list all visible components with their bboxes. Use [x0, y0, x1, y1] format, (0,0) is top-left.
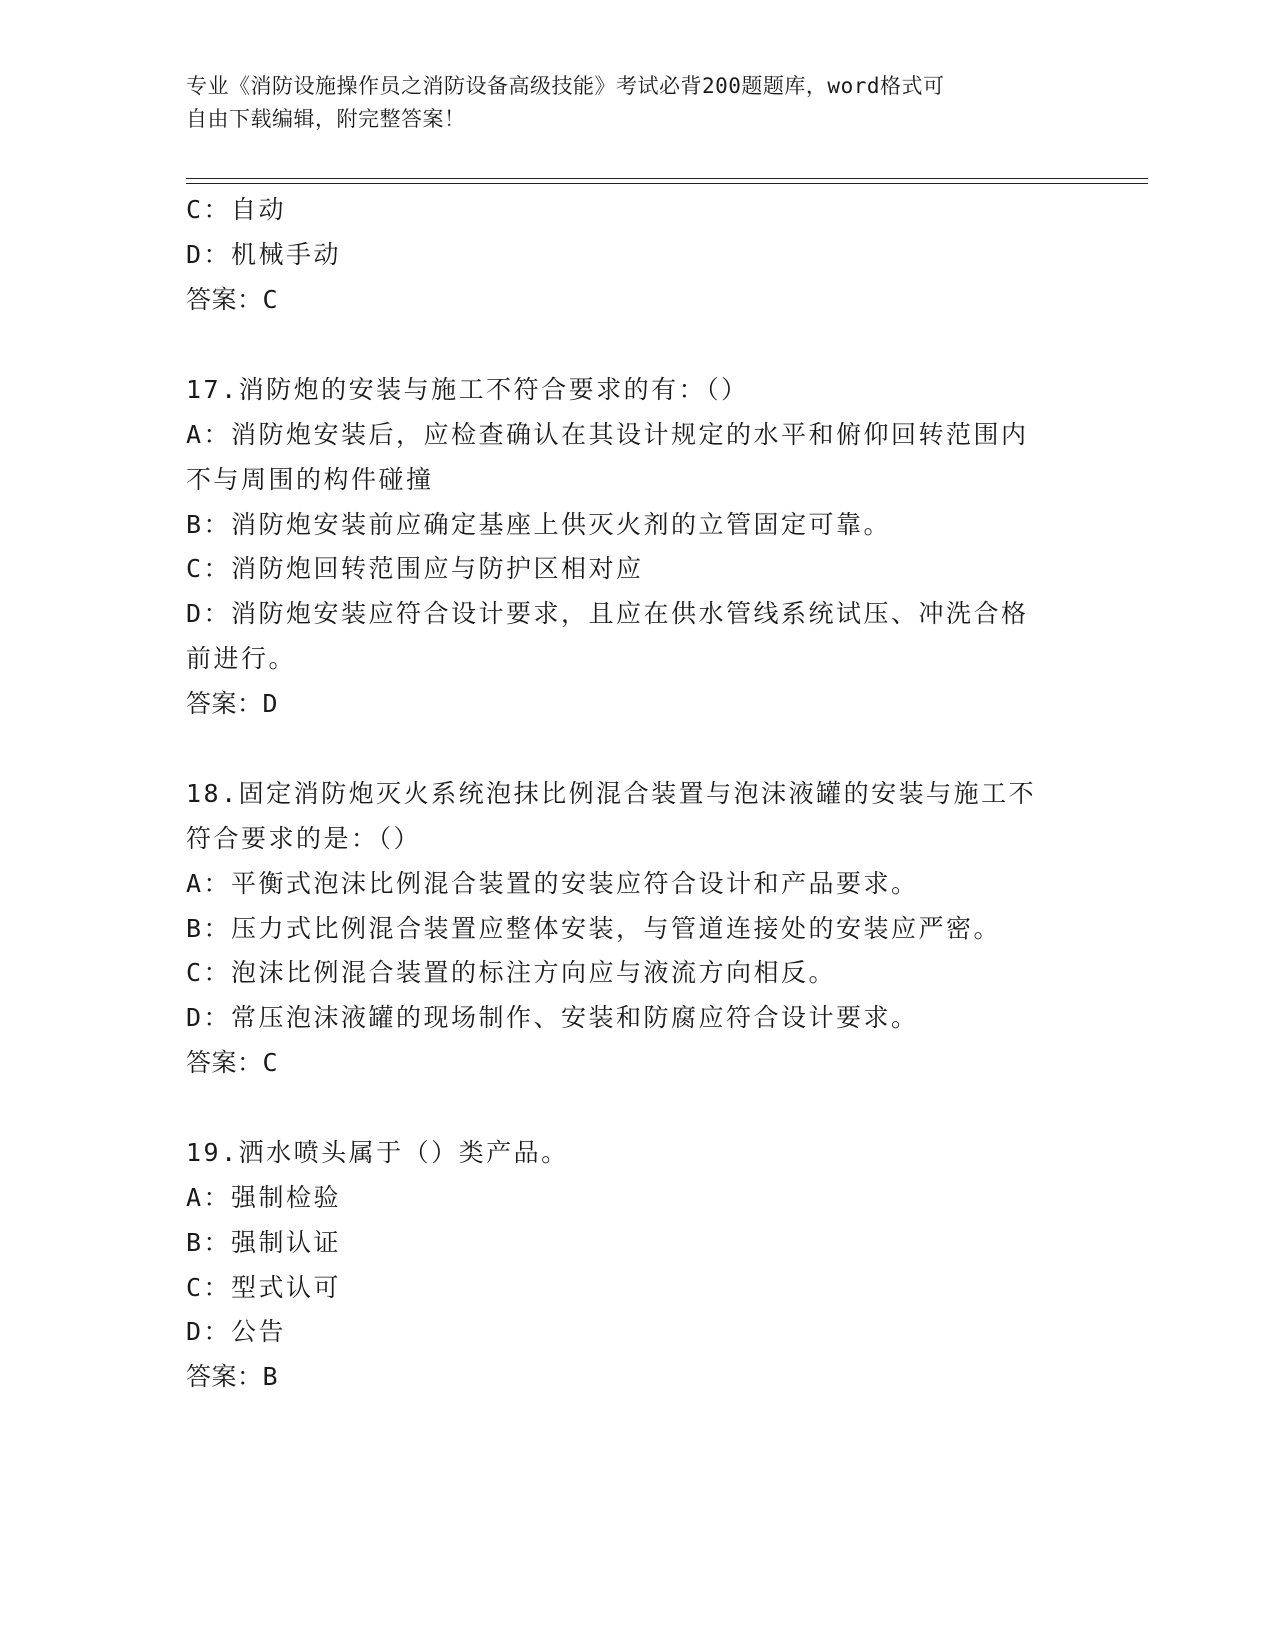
- text-line: C：泡沫比例混合装置的标注方向应与液流方向相反。: [186, 958, 837, 987]
- text-line: 18.固定消防炮灭火系统泡抹比例混合装置与泡沫液罐的安装与施工不: [186, 779, 1037, 808]
- header-line-2: 自由下载编辑，附完整答案！: [186, 107, 466, 131]
- answer-line: 答案：D: [186, 689, 279, 718]
- document-header: [186, 70, 1066, 136]
- header-divider-bottom: [186, 183, 1148, 184]
- text-line: A：消防炮安装后，应检查确认在其设计规定的水平和俯仰回转范围内: [186, 420, 1029, 449]
- header-divider-top: [186, 178, 1148, 179]
- text-line: D：消防炮安装应符合设计要求，且应在供水管线系统试压、冲洗合格: [186, 599, 1029, 628]
- text-line: C：消防炮回转范围应与防护区相对应: [186, 554, 644, 583]
- text-line: B：压力式比例混合装置应整体安装，与管道连接处的安装应严密。: [186, 914, 1002, 943]
- text-line: C：自动: [186, 195, 287, 224]
- header-line-1: 专业《消防设施操作员之消防设备高级技能》考试必背200题题库，word格式可: [186, 74, 945, 98]
- text-line: 不与周围的构件碰撞: [186, 465, 434, 494]
- text-line: D：常压泡沫液罐的现场制作、安装和防腐应符合设计要求。: [186, 1003, 919, 1032]
- text-line: D：机械手动: [186, 240, 342, 269]
- text-line: B：消防炮安装前应确定基座上供灭火剂的立管固定可靠。: [186, 510, 892, 539]
- text-line: 前进行。: [186, 644, 297, 673]
- text-line: B：强制认证: [186, 1228, 342, 1257]
- text-line: 17.消防炮的安装与施工不符合要求的有：（）: [186, 375, 749, 404]
- text-line: A：强制检验: [186, 1183, 342, 1212]
- answer-line: 答案：B: [186, 1362, 279, 1391]
- text-line: 19.洒水喷头属于（）类产品。: [186, 1138, 569, 1167]
- answer-line: 答案：C: [186, 1048, 279, 1077]
- text-line: 符合要求的是：（）: [186, 824, 422, 853]
- text-line: C：型式认可: [186, 1273, 342, 1302]
- text-line: A：平衡式泡沫比例混合装置的安装应符合设计和产品要求。: [186, 869, 919, 898]
- answer-line: 答案：C: [186, 285, 279, 314]
- text-line: D：公告: [186, 1317, 287, 1346]
